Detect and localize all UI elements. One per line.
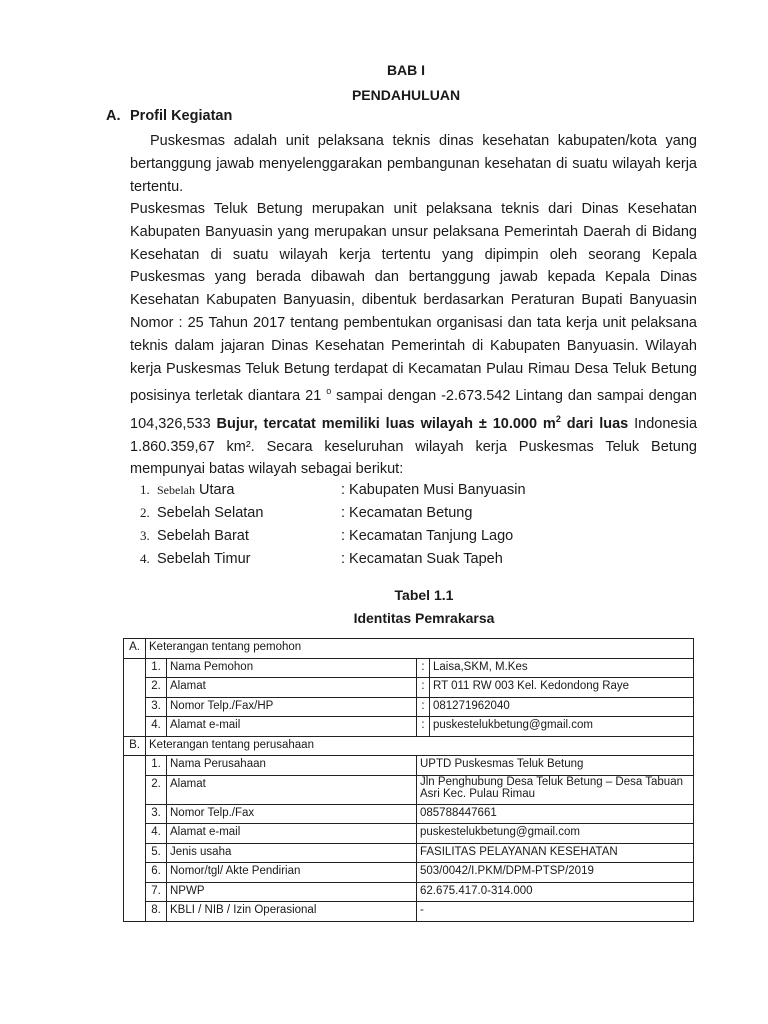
profile-bold-1: Bujur, tercatat memiliki luas wilayah ± 10.000 m: [216, 415, 556, 432]
paragraph-intro-text: Puskesmas adalah unit pelaksana teknis dinas kesehatan kabupaten/kota yang bertanggung jawab menyelenggarakan pembangunan kesehatan di suatu wilayah kerja tertentu.: [130, 133, 697, 195]
paragraph-intro: [130, 130, 697, 198]
section-heading: [106, 108, 232, 124]
table-row: 7. NPWP 62.675.417.0-314.000: [124, 882, 694, 902]
list-item: 2. Sebelah Selatan : Kecamatan Betung: [140, 505, 473, 521]
profile-bold-2: dari luas: [566, 415, 629, 432]
profile-text-1: Puskesmas Teluk Betung merupakan unit pelaksana teknis dari Dinas Kesehatan Kabupaten Banyuasin yang merupakan unsur pelaksana Pemerintah Daerah di Bidang Kesehatan di suatu wilayah kerja tertentu yang dipimpin oleh seorang Kepala Puskesmas yang berada dibawah dan bertanggung jawab kepada Kepala Dinas Kesehatan Kabupaten Banyuasin, dibentuk berdasarkan Peraturan Bupati Banyuasin Nomor : 25 Tahun 2017 tentang pembentukan organisasi dan tata kerja unit pelaksana teknis dalam jajaran Dinas Kesehatan Pemerintah di Kabupaten Banyuasin. Wilayah kerja Puskesmas Teluk Betung terdapat di Kecamatan Pulau Rimau Desa Teluk Betung posisinya terletak diantara 21: [130, 201, 697, 405]
chapter-title: PENDAHULUAN: [351, 87, 461, 103]
list-item: 1. Sebelah Utara : Kabupaten Musi Banyuasin: [140, 482, 526, 498]
paragraph-profile: [130, 198, 697, 481]
chapter-number: BAB I: [386, 62, 426, 78]
table-number: Tabel 1.1: [394, 587, 454, 603]
table-row: 4. Alamat e-mail puskestelukbetung@gmail.com: [124, 824, 694, 844]
table-row: 6. Nomor/tgl/ Akte Pendirian 503/0042/I.PKM/DPM-PTSP/2019: [124, 863, 694, 883]
section-title: Profil Kegiatan: [130, 108, 233, 124]
section-letter: A.: [106, 108, 121, 124]
degree-mark: o: [326, 386, 332, 397]
table-row: A. Keterangan tentang pemohon: [124, 639, 694, 659]
profile-text-4: Secara keseluruhan wilayah kerja Puskesmas Teluk Betung mempunyai batas wilayah sebagai berikut:: [130, 438, 697, 478]
table-row: 2. Alamat Jln Penghubung Desa Teluk Betung – Desa Tabuan Asri Kec. Pulau Rimau: [124, 775, 694, 804]
table-row: 1. Nama Pemohon : Laisa,SKM, M.Kes: [124, 658, 694, 678]
table-row: 3. Nomor Telp./Fax 085788447661: [124, 804, 694, 824]
profile-text-2: sampai dengan -2.673.542 Lintang dan sampai dengan 104,326,533: [130, 388, 697, 432]
table-row: 2. Alamat : RT 011 RW 003 Kel. Kedondong Raye: [124, 678, 694, 698]
table-row: B. Keterangan tentang perusahaan: [124, 736, 694, 756]
identity-table: [123, 638, 694, 922]
boundary-list: [140, 478, 526, 570]
table-row: 1. Nama Perusahaan UPTD Puskesmas Teluk Betung: [124, 756, 694, 776]
table-row: 4. Alamat e-mail : puskestelukbetung@gmail.com: [124, 717, 694, 737]
table-row: 3. Nomor Telp./Fax/HP : 081271962040: [124, 697, 694, 717]
list-item: 4. Sebelah Timur : Kecamatan Suak Tapeh: [140, 551, 503, 567]
table-row: 8. KBLI / NIB / Izin Operasional -: [124, 902, 694, 922]
profile-text-3: Indonesia 1.860.359,67 km².: [130, 415, 698, 455]
area-superscript: 2: [555, 414, 561, 424]
table-row: 5. Jenis usaha FASILITAS PELAYANAN KESEHATAN: [124, 843, 694, 863]
list-item: 3. Sebelah Barat : Kecamatan Tanjung Lago: [140, 528, 514, 544]
table-title: Identitas Pemrakarsa: [353, 610, 495, 626]
